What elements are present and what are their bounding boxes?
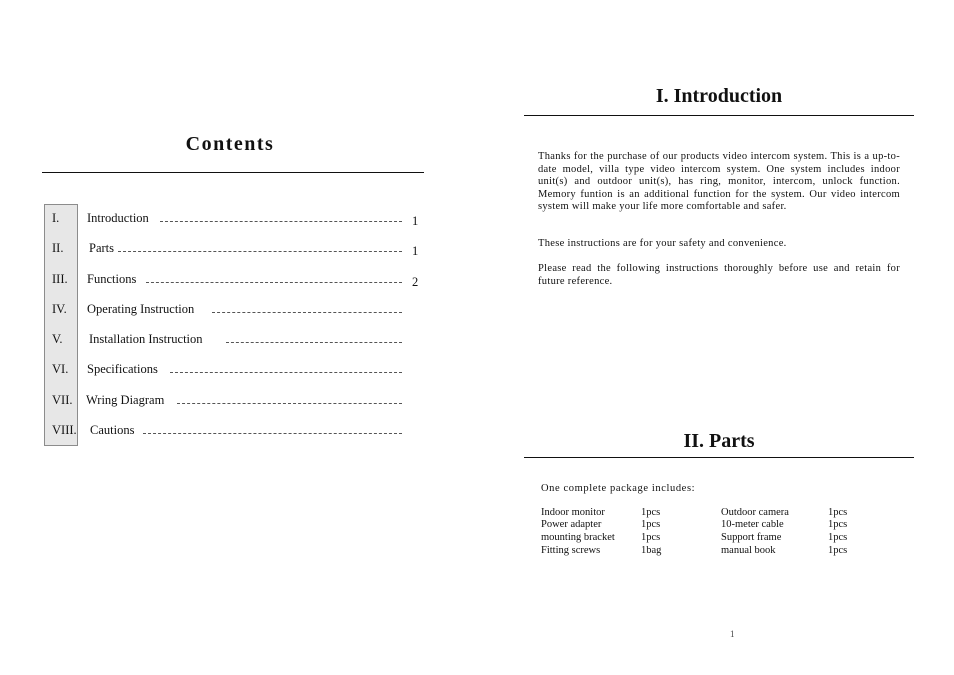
toc-label: Specifications — [87, 362, 158, 376]
toc-label: Parts — [89, 241, 114, 255]
toc-item-functions[interactable] — [0, 272, 460, 292]
toc-leader — [146, 282, 402, 283]
toc-item-cautions[interactable] — [0, 423, 460, 443]
toc-leader — [143, 433, 402, 434]
toc-label: Installation Instruction — [89, 332, 203, 346]
part-quantity: 1bag — [641, 545, 662, 556]
part-quantity: 1pcs — [828, 519, 848, 530]
safety-note: These instructions are for your safety and convenience. — [538, 238, 787, 249]
toc-label: Introduction — [87, 211, 149, 225]
part-name: Power adapter — [541, 519, 602, 530]
toc-page: 1 — [412, 244, 419, 258]
toc-item-parts[interactable] — [0, 241, 460, 261]
toc-page: 1 — [412, 214, 419, 228]
part-quantity: 1pcs — [828, 507, 848, 518]
toc-leader — [118, 251, 402, 252]
toc-number: VIII. — [52, 423, 77, 437]
part-name: 10-meter cable — [721, 519, 784, 530]
toc-item-introduction[interactable] — [0, 211, 460, 231]
introduction-title: I. Introduction — [655, 85, 783, 107]
parts-divider — [524, 457, 914, 458]
toc-number: IV. — [52, 302, 67, 316]
toc-item-operating-instruction[interactable] — [0, 302, 460, 322]
package-intro: One complete package includes: — [541, 483, 696, 494]
part-name: Support frame — [721, 532, 782, 543]
part-quantity: 1pcs — [641, 519, 661, 530]
toc-label: Wring Diagram — [86, 393, 165, 407]
toc-leader — [177, 403, 402, 404]
toc-label: Operating Instruction — [87, 302, 195, 316]
read-instructions-note: Please read the following instructions thoroughly before use and retain for future reference. — [538, 263, 900, 287]
toc-item-specifications[interactable] — [0, 362, 460, 382]
introduction-paragraph: Thanks for the purchase of our products video intercom system. This is a up-to-date model, villa type video intercom system. One system includes indoor unit(s) and outdoor unit(s), has ring, monitor, intercom, unlock function. Memory funtion is an additional function for the system. Our video intercom system will make your life more comfortable and safer. — [538, 151, 900, 213]
toc-label: Functions — [87, 272, 137, 286]
toc-leader — [226, 342, 402, 343]
toc-number: II. — [52, 241, 64, 255]
introduction-divider — [524, 115, 914, 116]
part-name: Fitting screws — [541, 545, 601, 556]
toc-page: 2 — [412, 275, 419, 289]
part-quantity: 1pcs — [828, 532, 848, 543]
parts-title: II. Parts — [683, 430, 755, 452]
part-name: manual book — [721, 545, 776, 556]
toc-number: VII. — [52, 393, 73, 407]
contents-title: Contents — [185, 133, 275, 155]
toc-number: VI. — [52, 362, 69, 376]
toc-item-wiring-diagram[interactable] — [0, 393, 460, 413]
toc-label: Cautions — [90, 423, 135, 437]
part-quantity: 1pcs — [641, 532, 661, 543]
part-name: mounting bracket — [541, 532, 615, 543]
toc-number: III. — [52, 272, 68, 286]
toc-leader — [170, 372, 402, 373]
toc-number: V. — [52, 332, 63, 346]
contents-divider — [42, 172, 424, 173]
part-name: Outdoor camera — [721, 507, 789, 518]
part-quantity: 1pcs — [641, 507, 661, 518]
toc-item-installation-instruction[interactable] — [0, 332, 460, 352]
toc-leader — [160, 221, 402, 222]
toc-number: I. — [52, 211, 60, 225]
part-quantity: 1pcs — [828, 545, 848, 556]
part-name: Indoor monitor — [541, 507, 605, 518]
toc-leader — [212, 312, 402, 313]
page-number: 1 — [730, 629, 735, 639]
